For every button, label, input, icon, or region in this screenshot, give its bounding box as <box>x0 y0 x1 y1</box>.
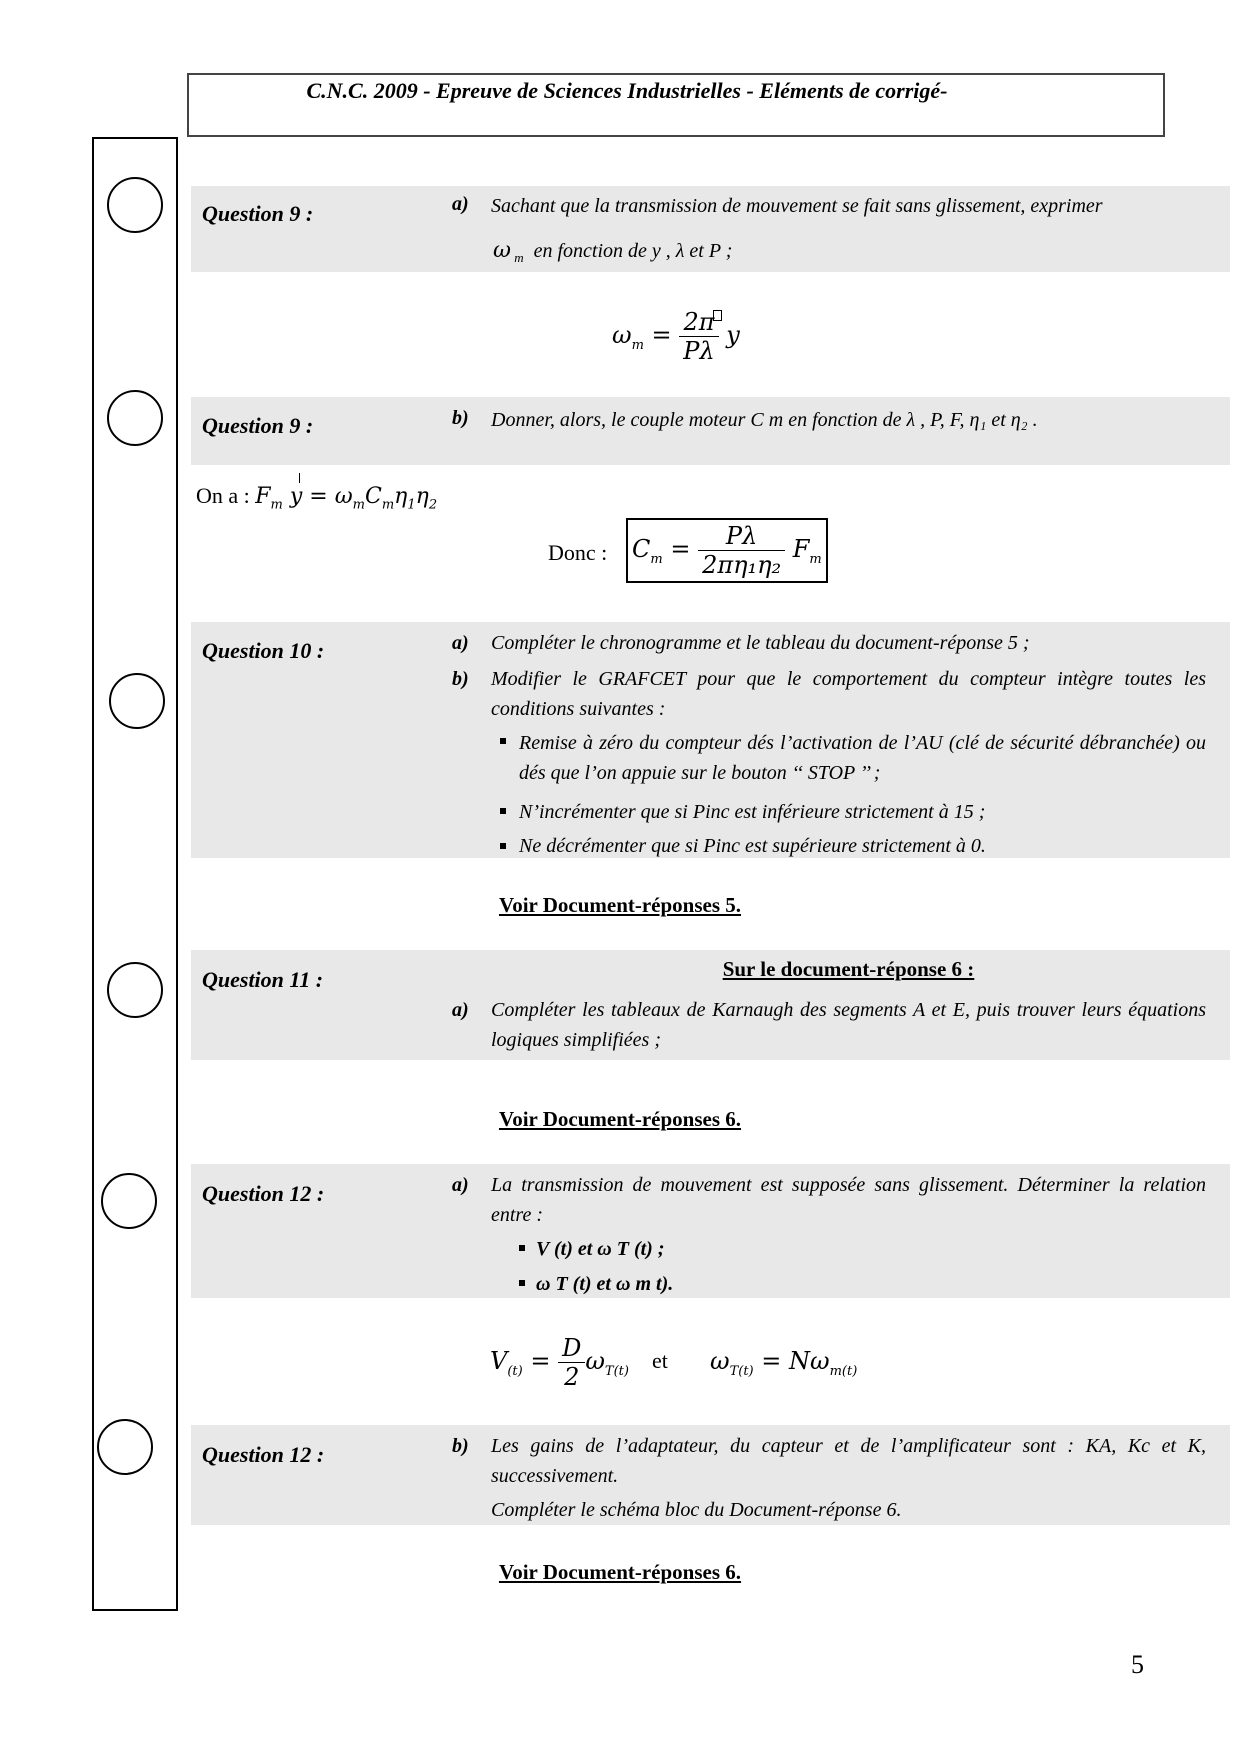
item-letter: a) <box>452 1174 469 1196</box>
cm-denominator: 2πη₁η₂ <box>702 551 782 579</box>
on-a-equation: On a : $F_m$ $y = \omega_mC_m\eta_1\eta_2$ <box>196 483 438 513</box>
formula-omega-m: $\omega_m$ = $\frac{2\pi}{P\lambda}$ y <box>612 308 740 365</box>
question-label: Question 11 : <box>202 967 324 992</box>
bullet-text: N’incrémenter que si Pinc est inférieure strictement à 15 ; <box>519 801 986 823</box>
question-text: Donner, alors, le couple moteur C m en fonction de λ , P, F, η₁ et η₂ . <box>491 409 1038 431</box>
question-label: Question 10 : <box>202 638 325 663</box>
question-label: Question 12 : <box>202 1181 325 1206</box>
et-label: et <box>652 1348 668 1373</box>
boxed-formula-cm: $C_m$ = $\frac{P\lambda}{\text{2πη₁η₂}}$ $F_m$ <box>626 518 828 583</box>
item-letter: a) <box>452 193 469 215</box>
bullet-text: Ne décrémenter que si Pinc est supérieure strictement à 0. <box>519 835 986 857</box>
question-label: Question 9 : <box>202 201 314 226</box>
question-text: Modifier le GRAFCET pour que le comportement du compteur intègre toutes les conditions suivantes : <box>491 668 1206 720</box>
voir-document-link: Voir Document-réponses 6. <box>498 1107 742 1131</box>
cm-fraction <box>698 522 785 579</box>
item-letter: b) <box>452 407 469 429</box>
page-number: 5 <box>1131 1650 1144 1679</box>
question-text-line2: en fonction de y , λ et P ; <box>533 240 733 262</box>
question-text-omega: ω $_m$ en fonction de y , λ et P ; <box>493 238 733 265</box>
formula-rhs: y <box>726 321 740 349</box>
binder-hole <box>109 673 165 729</box>
voir-document-link: Voir Document-réponses 5. <box>498 893 742 917</box>
question-text: Compléter le schéma bloc du Document-réponse 6. <box>491 1499 902 1521</box>
binder-hole <box>107 390 163 446</box>
bullet-text: ω T (t) et ω m t). <box>536 1273 674 1295</box>
binder-hole <box>107 177 163 233</box>
derivative-dot-box <box>713 310 722 321</box>
formula-denominator: Pλ <box>683 337 715 365</box>
item-letter: a) <box>452 999 469 1021</box>
question-label: Question 9 : <box>202 413 314 438</box>
question-text: Compléter le chronogramme et le tableau du document-réponse 5 ; <box>491 632 1030 654</box>
donc-label: Donc : <box>548 540 608 565</box>
question-text: Compléter les tableaux de Karnaugh des segments A et E, puis trouver leurs équations logiques simplifiées ; <box>491 999 1206 1051</box>
item-letter: b) <box>452 1435 469 1457</box>
binder-hole <box>97 1419 153 1475</box>
item-letter: b) <box>452 668 469 690</box>
bullet-icon <box>500 843 506 849</box>
binder-hole <box>107 962 163 1018</box>
question-text: Les gains de l’adaptateur, du capteur et de l’amplificateur sont : KA, Kc et K, successivement. <box>491 1435 1206 1487</box>
item-letter: a) <box>452 632 469 654</box>
eq-rhs: Nω <box>789 1347 830 1375</box>
cm-numerator: Pλ <box>698 522 785 551</box>
section-heading: Sur le document-réponse 6 : <box>722 957 975 981</box>
v-fraction: $\frac{D}{2}$ <box>558 1334 585 1391</box>
formula-lhs: ω <box>612 321 632 349</box>
question-label: Question 12 : <box>202 1442 325 1467</box>
bullet-text: V (t) et ω T (t) ; <box>536 1238 665 1260</box>
binder-strip <box>92 137 178 1611</box>
formula-lhs-sub: m <box>631 337 644 353</box>
binder-hole <box>101 1173 157 1229</box>
derivative-mark <box>299 473 300 483</box>
on-a-label: On a : <box>196 483 250 508</box>
formula-numerator: 2π <box>679 308 718 337</box>
eq-force: F <box>255 484 271 509</box>
bullet-icon <box>519 1280 525 1286</box>
formula-omega-t: $\omega_{T(t)} = N\omega_{m(t)}$ <box>710 1347 858 1379</box>
bullet-icon <box>519 1245 525 1251</box>
question-text: La transmission de mouvement est supposée sans glissement. Déterminer la relation entre : <box>491 1174 1206 1226</box>
formula-v-omega: $V_{(t)}$ = $\frac{D}{2}$ $\omega_{T(t)}$ <box>490 1334 629 1391</box>
page-header-title: C.N.C. 2009 - Epreuve de Sciences Industrielles - Eléments de corrigé- <box>306 78 948 103</box>
bullet-text: Remise à zéro du compteur dés l’activation de l’AU (clé de sécurité débranchée) ou dés que l’on appuie sur le bouton ‘‘ STOP ’’ ; <box>519 732 1206 784</box>
bullet-icon <box>500 738 506 744</box>
question-text: Sachant que la transmission de mouvement se fait sans glissement, exprimer <box>491 195 1103 217</box>
voir-document-link: Voir Document-réponses 6. <box>498 1560 742 1584</box>
bullet-icon <box>500 808 506 814</box>
